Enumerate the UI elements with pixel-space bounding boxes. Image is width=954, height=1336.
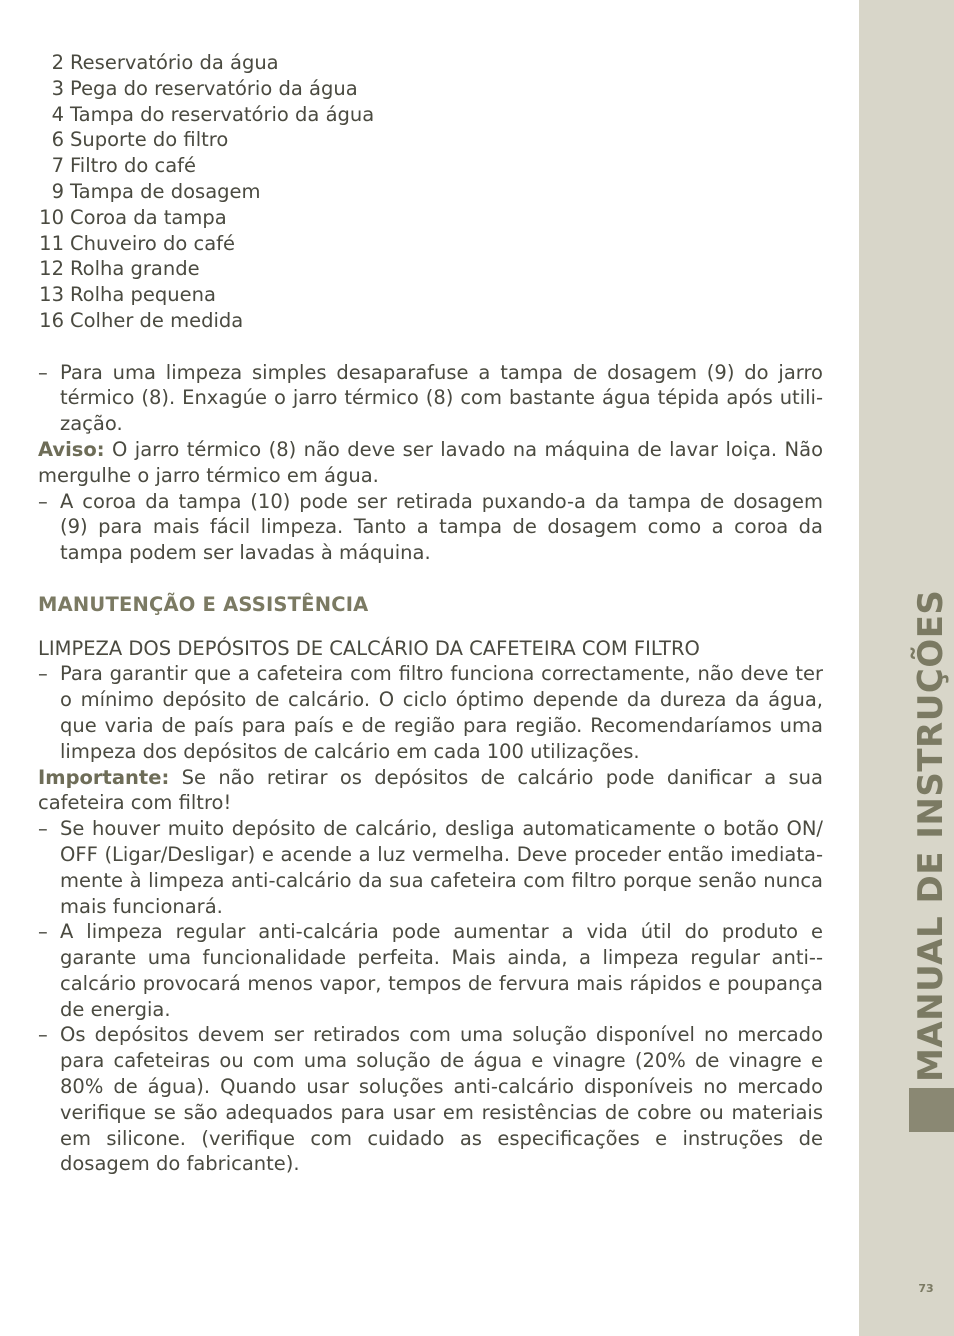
- maintenance-bullet: [38, 816, 823, 919]
- part-number: 2: [51, 51, 64, 74]
- list-item: [38, 282, 823, 308]
- important-text: Se não retirar os depósitos de calcário pode danificar a sua cafeteira com filtro!: [38, 765, 823, 815]
- important-label: Importante:: [38, 765, 170, 789]
- part-label: Chuveiro do café: [70, 231, 236, 255]
- dash-marker: –: [38, 1023, 48, 1047]
- part-number: 10: [39, 205, 64, 229]
- bullet-text: A limpeza regular anti-calcária pode aumentar a vida útil do produto e garante uma funcionalidade perfeita. Mais ainda, a limpeza regular anti--calcário provocará menos vapor, tempos de fervura mais rápidos e poupança de energia.: [60, 920, 823, 1021]
- list-item: [38, 50, 823, 76]
- warning-text: O jarro térmico (8) não deve ser lavado na máquina de lavar loiça. Não mergulhe o jarro térmico em água.: [38, 437, 823, 487]
- list-item: [38, 127, 823, 153]
- bullet-text: Os depósitos devem ser retirados com uma solução disponível no mercado para cafeteiras ou com uma solução de água e vinagre (20% de vinagre e 80% de água). Quando usar soluções anti-calcário disponíveis no mercado verifique se são adequados para usar em resistências de cobre ou materiais em silicone. (verifique com cuidado as especificações e instruções de dosagem do fabricante).: [60, 1023, 823, 1176]
- list-item: [38, 153, 823, 179]
- dash-marker: –: [38, 662, 48, 686]
- list-item: [38, 205, 823, 231]
- part-number: 11: [39, 231, 64, 255]
- dash-marker: –: [38, 817, 48, 841]
- part-label: Rolha grande: [70, 257, 200, 281]
- bullet-text: Para garantir que a cafeteira com filtro funciona correctamente, não deve ter o mínimo depósito de calcário. O ciclo óptimo depende da dureza da água, que varia de país para país e de região para região. Recomendaríamos uma limpeza dos depósitos de calcário em cada 100 utilizações.: [60, 662, 823, 763]
- spacer: [38, 566, 823, 592]
- part-label: Suporte do filtro: [70, 128, 229, 152]
- sidebar: [859, 0, 954, 1336]
- maintenance-bullet: [38, 919, 823, 1022]
- page-content: [38, 50, 823, 1177]
- part-label: Pega do reservatório da água: [70, 76, 358, 100]
- page-number: 73: [918, 1282, 934, 1295]
- bullet-text: Para uma limpeza simples desaparafuse a tampa de dosagem (9) do jarro térmico (8). Enxagúe o jarro térmico (8) com bastante água tépida após utili-zação.: [60, 360, 823, 436]
- important-note: [38, 765, 823, 817]
- sidebar-block: [909, 1088, 954, 1132]
- list-item: [38, 102, 823, 128]
- dash-marker: –: [38, 920, 48, 944]
- dash-marker: –: [38, 489, 48, 513]
- section-heading: MANUTENÇÃO E ASSISTÊNCIA: [38, 592, 369, 616]
- list-item: [38, 231, 823, 257]
- maintenance-bullet: [38, 661, 823, 764]
- cleaning-bullet: [38, 360, 823, 437]
- part-number: 6: [51, 128, 64, 152]
- spacer: [38, 618, 823, 636]
- list-item: [38, 256, 823, 282]
- spacer: [38, 334, 823, 360]
- part-label: Reservatório da água: [70, 51, 279, 74]
- maintenance-bullet: [38, 1022, 823, 1177]
- part-number: 7: [51, 154, 64, 178]
- part-number: 16: [39, 308, 64, 332]
- bullet-text: A coroa da tampa (10) pode ser retirada puxando-a da tampa de dosagem (9) para mais fácil limpeza. Tanto a tampa de dosagem como a coroa da tampa podem ser lavadas à máquina.: [60, 489, 823, 565]
- part-number: 3: [51, 76, 64, 100]
- part-number: 4: [51, 102, 64, 126]
- part-number: 12: [39, 257, 64, 281]
- bullet-text: Se houver muito depósito de calcário, desliga automaticamente o botão ON/ OFF (Ligar/Desligar) e acende a luz vermelha. Deve proceder então imediata-mente à limpeza anti-calcário da sua cafeteira com filtro porque senão nunca mais funcionará.: [60, 817, 823, 918]
- part-number: 13: [39, 283, 64, 307]
- cleaning-bullet: [38, 489, 823, 566]
- sidebar-title: MANUAL DE INSTRUÇÕES: [911, 589, 951, 1082]
- part-label: Colher de medida: [70, 308, 244, 332]
- list-item: [38, 179, 823, 205]
- list-item: [38, 308, 823, 334]
- part-label: Rolha pequena: [70, 283, 216, 307]
- warning-label: Aviso:: [38, 437, 105, 461]
- part-label: Coroa da tampa: [70, 205, 227, 229]
- part-number: 9: [51, 179, 64, 203]
- part-label: Filtro do café: [70, 154, 197, 178]
- part-label: Tampa de dosagem: [70, 179, 261, 203]
- part-label: Tampa do reservatório da água: [70, 102, 375, 126]
- list-item: [38, 76, 823, 102]
- warning-note: [38, 437, 823, 489]
- parts-list: [38, 50, 823, 334]
- subheading: LIMPEZA DOS DEPÓSITOS DE CALCÁRIO DA CAFETEIRA COM FILTRO: [38, 636, 700, 660]
- dash-marker: –: [38, 360, 48, 384]
